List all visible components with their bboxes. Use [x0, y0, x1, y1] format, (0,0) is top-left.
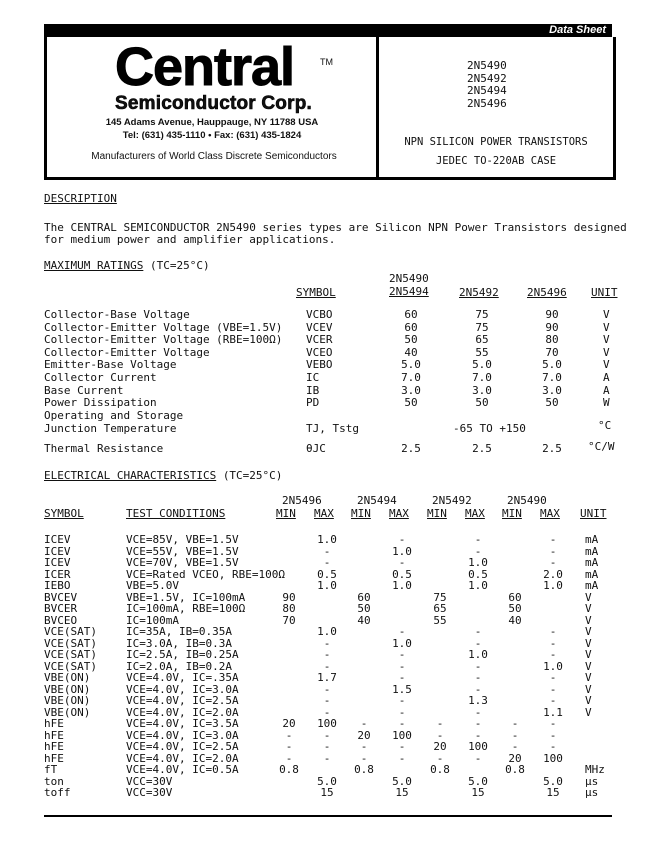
elec-min-header: MIN — [427, 507, 447, 520]
elec-value: - — [285, 740, 293, 753]
elec-condition: VCE=4.0V, IC=2.5A — [126, 694, 239, 707]
elec-unit: V — [585, 636, 592, 650]
elec-value: - — [360, 740, 368, 753]
rating-symbol: PD — [306, 396, 320, 410]
company-phone-fax: Tel: (631) 435-1110 • Fax: (631) 435-1824 — [122, 130, 302, 141]
elec-unit: mA — [585, 579, 599, 592]
elec-value: 0.8 — [279, 763, 299, 776]
elec-condition: IC=100mA — [126, 613, 179, 627]
elec-value: - — [285, 751, 293, 765]
rating-symbol: VEBO — [306, 358, 333, 372]
elec-unit: μs — [585, 774, 599, 788]
rating-value: 75 — [475, 308, 489, 321]
data-sheet-tag-bar — [44, 24, 612, 37]
elec-value: 5.0 — [392, 774, 412, 788]
manufacturer-tagline: Manufacturers of World Class Discrete Semiconductors — [91, 151, 337, 162]
elec-value: 60 — [508, 590, 522, 604]
col-a-top: 2N5490 — [389, 272, 429, 285]
elec-value: 1.0 — [543, 579, 563, 592]
rating-value: 50 — [475, 396, 489, 410]
elec-value: - — [323, 728, 331, 742]
data-sheet-tag: Data Sheet — [549, 24, 606, 36]
elec-symbol: ICER — [44, 567, 71, 581]
rating-unit: V — [603, 308, 610, 321]
elec-value: - — [549, 636, 557, 650]
elec-value: - — [549, 533, 557, 546]
elec-part-header: 2N5492 — [432, 494, 472, 507]
rating-unit: V — [603, 320, 610, 334]
elec-value: 5.0 — [468, 774, 488, 788]
elec-symbol: VBE(ON) — [44, 682, 91, 696]
elec-unit: mA — [585, 556, 599, 569]
temp-unit: °C — [598, 418, 612, 432]
elec-condition: VCC=30V — [126, 774, 173, 788]
rating-value: 7.0 — [542, 371, 562, 384]
elec-value: - — [474, 705, 482, 719]
rating-value: 65 — [475, 333, 489, 347]
rating-value: 5.0 — [472, 358, 492, 372]
rating-value: 70 — [545, 345, 559, 359]
elec-value: 1.0 — [392, 579, 412, 592]
elec-max-header: MAX — [540, 507, 560, 520]
elec-condition: IC=2.0A, IB=0.2A — [126, 659, 232, 673]
elec-symbol: ICEV — [44, 544, 71, 558]
elec-value: - — [398, 533, 406, 546]
elec-symbol: ton — [44, 774, 64, 788]
elec-value: - — [323, 740, 331, 753]
rating-param: Collector-Emitter Voltage — [44, 345, 210, 359]
elec-unit: V — [585, 705, 592, 719]
elec-value: 1.0 — [392, 636, 412, 650]
elec-part-header: 2N5490 — [507, 494, 547, 507]
elec-value: 65 — [433, 602, 447, 615]
elec-value: 50 — [357, 602, 371, 615]
elec-value: - — [549, 694, 557, 707]
elec-symbol: toff — [44, 786, 71, 799]
elec-value: 1.7 — [317, 671, 337, 684]
thermal-value: 2.5 — [542, 441, 562, 455]
elec-symbol: BVCEO — [44, 613, 78, 627]
part-number: 2N5494 — [467, 84, 507, 97]
description-text-1: The CENTRAL SEMICONDUCTOR 2N5490 series types are Silicon NPN Power Transistors designed — [44, 221, 627, 234]
elec-condition: VCE=55V, VBE=1.5V — [126, 544, 239, 558]
rating-unit: W — [603, 396, 610, 410]
elec-value: - — [474, 544, 482, 558]
elec-col-symbol: SYMBOL — [44, 507, 84, 520]
rating-value: 50 — [404, 396, 418, 410]
temp-symbol: TJ, Tstg — [306, 421, 359, 435]
elec-symbol: VCE(SAT) — [44, 625, 97, 638]
max-ratings-heading: MAXIMUM RATINGS — [44, 259, 144, 272]
elec-value: - — [474, 751, 482, 765]
elec-value: 1.0 — [392, 544, 412, 558]
rating-unit: A — [603, 383, 610, 397]
elec-value: - — [398, 694, 406, 707]
elec-value: - — [323, 682, 331, 696]
elec-unit: mA — [585, 567, 599, 581]
rating-value: 5.0 — [401, 358, 421, 372]
elec-value: 50 — [508, 602, 522, 615]
device-type: NPN SILICON POWER TRANSISTORS — [404, 136, 588, 148]
trademark-mark: TM — [320, 57, 333, 67]
rating-param: Collector Current — [44, 371, 157, 384]
rating-param: Collector-Base Voltage — [44, 308, 190, 321]
elec-value: - — [398, 740, 406, 753]
part-number-list — [467, 60, 507, 110]
elec-value: - — [285, 728, 293, 742]
elec-max-header: MAX — [389, 507, 409, 520]
thermal-value: 2.5 — [472, 441, 492, 455]
rating-value: 3.0 — [542, 383, 562, 397]
elec-condition: IC=35A, IB=0.35A — [126, 625, 232, 638]
elec-value: - — [474, 728, 482, 742]
rating-value: 40 — [404, 345, 418, 359]
elec-value: 1.0 — [468, 556, 488, 569]
max-ratings-title — [44, 259, 210, 272]
elec-unit: V — [585, 625, 592, 638]
rating-param: Collector-Emitter Voltage (VBE=1.5V) — [44, 320, 283, 334]
elec-condition: VCE=Rated VCEO, RBE=100Ω — [126, 567, 285, 581]
rating-symbol: VCEO — [306, 345, 333, 359]
elec-condition: VCE=4.0V, IC=.35A — [126, 671, 239, 684]
elec-value: - — [323, 705, 331, 719]
elec-value: 1.0 — [317, 533, 337, 546]
elec-value: - — [360, 717, 368, 730]
elec-value: - — [436, 717, 444, 730]
elec-symbol: VBE(ON) — [44, 705, 91, 719]
thermal-unit: °C/W — [588, 439, 615, 453]
elec-value: 100 — [468, 740, 488, 753]
elec-value: - — [398, 751, 406, 765]
elec-condition: VBE=1.5V, IC=100mA — [126, 590, 246, 604]
elec-value: - — [474, 659, 482, 673]
elec-value: 0.5 — [317, 567, 337, 581]
elec-value: 0.5 — [392, 567, 412, 581]
rating-value: 90 — [545, 308, 559, 321]
elec-value: 0.8 — [505, 763, 525, 776]
col-unit-header: UNIT — [591, 286, 618, 299]
part-number: 2N5496 — [467, 96, 507, 110]
elec-value: 20 — [433, 740, 447, 753]
elec-part-header: 2N5494 — [357, 494, 397, 507]
elec-value: 55 — [433, 613, 447, 627]
part-number: 2N5490 — [467, 59, 507, 72]
rating-symbol: VCEV — [306, 320, 333, 334]
elec-value: - — [474, 533, 482, 546]
elec-symbol: ICEV — [44, 533, 71, 546]
elec-value: - — [474, 671, 482, 684]
elec-value: 20 — [508, 751, 522, 765]
elec-condition: VCE=70V, VBE=1.5V — [126, 556, 239, 569]
rating-unit: V — [603, 345, 610, 359]
package-type: JEDEC TO-220AB CASE — [435, 155, 557, 167]
elec-value: 20 — [282, 717, 296, 730]
description-text-2: for medium power and amplifier applications. — [44, 233, 336, 246]
rating-unit: A — [603, 371, 610, 384]
elec-symbol: VCE(SAT) — [44, 648, 97, 661]
elec-col-unit: UNIT — [580, 507, 607, 520]
elec-value: 1.0 — [543, 659, 563, 673]
elec-value: - — [323, 556, 331, 569]
elec-min-header: MIN — [276, 507, 296, 520]
company-sub-logo: Semiconductor Corp. — [115, 93, 312, 114]
elec-value: 0.8 — [354, 763, 374, 776]
elec-value: - — [511, 740, 519, 753]
elec-unit: μs — [585, 786, 599, 799]
elec-value: - — [323, 544, 331, 558]
elec-symbol: fT — [44, 763, 58, 776]
rating-value: 7.0 — [472, 371, 492, 384]
elec-value: 90 — [282, 590, 296, 604]
elec-value: - — [549, 740, 557, 753]
elec-unit: V — [585, 682, 592, 696]
temp-value: -65 TO +150 — [453, 421, 526, 435]
rating-param: Power Dissipation — [44, 396, 157, 410]
elec-value: 1.0 — [468, 648, 488, 661]
elec-value: - — [398, 556, 406, 569]
thermal-param: Thermal Resistance — [44, 441, 164, 455]
rating-symbol: VCER — [306, 333, 333, 347]
elec-value: 15 — [546, 786, 560, 799]
elec-value: - — [323, 694, 331, 707]
elec-unit: V — [585, 602, 592, 615]
elec-symbol: hFE — [44, 728, 64, 742]
rating-value: 55 — [475, 345, 489, 359]
elec-unit: mA — [585, 533, 599, 546]
elec-value: - — [398, 717, 406, 730]
elec-value: 15 — [471, 786, 485, 799]
rating-value: 7.0 — [401, 371, 421, 384]
elec-condition: IC=3.0A, IB=0.3A — [126, 636, 232, 650]
elec-value: - — [549, 544, 557, 558]
rating-value: 50 — [404, 333, 418, 347]
elec-value: - — [549, 625, 557, 638]
elec-unit: V — [585, 613, 592, 627]
rating-symbol: IC — [306, 371, 320, 384]
elec-symbol: VBE(ON) — [44, 694, 91, 707]
col-c-header: 2N5496 — [527, 286, 567, 299]
elec-value: 1.0 — [317, 579, 337, 592]
temp-param-2: Junction Temperature — [44, 421, 177, 435]
rating-value: 5.0 — [542, 358, 562, 372]
elec-title — [44, 469, 282, 482]
company-logo: Central — [115, 37, 295, 97]
elec-min-header: MIN — [502, 507, 522, 520]
elec-value: 1.1 — [543, 705, 563, 719]
rating-value: 3.0 — [472, 383, 492, 397]
elec-condition: VCE=4.0V, IC=2.5A — [126, 740, 239, 753]
elec-value: - — [398, 648, 406, 661]
rating-value: 90 — [545, 320, 559, 334]
elec-value: 60 — [357, 590, 371, 604]
elec-condition: VCE=4.0V, IC=0.5A — [126, 763, 239, 776]
elec-value: - — [398, 705, 406, 719]
elec-symbol: ICEV — [44, 556, 71, 569]
col-a-header: 2N5494 — [389, 285, 429, 298]
elec-value: 5.0 — [543, 774, 563, 788]
elec-value: - — [549, 717, 557, 730]
elec-value: - — [323, 636, 331, 650]
elec-unit: V — [585, 671, 592, 684]
elec-value: - — [511, 728, 519, 742]
elec-value: 1.0 — [468, 579, 488, 592]
elec-max-header: MAX — [465, 507, 485, 520]
elec-min-header: MIN — [351, 507, 371, 520]
elec-heading: ELECTRICAL CHARACTERISTICS — [44, 469, 217, 482]
elec-value: - — [323, 751, 331, 765]
elec-value: 0.5 — [468, 567, 488, 581]
elec-condition: VCE=4.0V, IC=2.0A — [126, 751, 239, 765]
elec-condition: VCC=30V — [126, 786, 173, 799]
elec-unit: mA — [585, 544, 599, 558]
rating-param: Emitter-Base Voltage — [44, 358, 177, 372]
max-ratings-condition: (TC=25°C) — [149, 259, 210, 272]
elec-condition: IC=2.5A, IB=0.25A — [126, 648, 239, 661]
rating-value: 3.0 — [401, 383, 421, 397]
rating-value: 60 — [404, 320, 418, 334]
elec-value: - — [474, 625, 482, 638]
elec-value: 80 — [282, 602, 296, 615]
elec-symbol: VCE(SAT) — [44, 659, 97, 673]
header-box — [44, 37, 616, 180]
elec-condition: VCE=4.0V, IC=3.0A — [126, 728, 239, 742]
rating-value: 80 — [545, 333, 559, 347]
elec-value: - — [549, 556, 557, 569]
part-number: 2N5492 — [467, 71, 507, 85]
elec-value: 2.0 — [543, 567, 563, 581]
elec-value: 20 — [357, 728, 371, 742]
elec-value: 75 — [433, 590, 447, 604]
elec-value: 40 — [508, 613, 522, 627]
elec-symbol: VBE(ON) — [44, 671, 91, 684]
elec-unit: V — [585, 648, 592, 661]
rating-symbol: VCBO — [306, 308, 333, 321]
elec-value: 1.5 — [392, 682, 412, 696]
elec-value: - — [436, 728, 444, 742]
elec-value: 0.8 — [430, 763, 450, 776]
rating-param: Base Current — [44, 383, 124, 397]
elec-value: - — [323, 648, 331, 661]
elec-value: - — [398, 625, 406, 638]
elec-value: - — [398, 659, 406, 673]
elec-value: 70 — [282, 613, 296, 627]
elec-condition: (TC=25°C) — [222, 469, 283, 482]
elec-symbol: hFE — [44, 717, 64, 730]
elec-unit: MHz — [585, 763, 605, 776]
rating-symbol: IB — [306, 383, 320, 397]
elec-value: - — [511, 717, 519, 730]
elec-value: 100 — [317, 717, 337, 730]
thermal-symbol: θJC — [306, 441, 326, 455]
elec-value: - — [549, 648, 557, 661]
elec-value: - — [549, 728, 557, 742]
elec-col-conditions: TEST CONDITIONS — [126, 507, 226, 520]
elec-value: 15 — [395, 786, 409, 799]
elec-value: - — [549, 671, 557, 684]
elec-unit: V — [585, 694, 592, 707]
description-heading: DESCRIPTION — [44, 192, 117, 205]
rating-unit: V — [603, 358, 610, 372]
elec-condition: VCE=4.0V, IC=3.0A — [126, 682, 239, 696]
elec-value: - — [323, 659, 331, 673]
elec-value: 1.0 — [317, 625, 337, 638]
elec-unit: V — [585, 590, 592, 604]
elec-value: 100 — [392, 728, 412, 742]
elec-max-header: MAX — [314, 507, 334, 520]
elec-condition: VCE=4.0V, IC=3.5A — [126, 717, 239, 730]
rating-value: 60 — [404, 308, 418, 321]
elec-symbol: BVCEV — [44, 590, 78, 604]
rating-value: 75 — [475, 320, 489, 334]
company-address: 145 Adams Avenue, Hauppauge, NY 11788 USA — [105, 117, 319, 128]
elec-value: 1.3 — [468, 694, 488, 707]
col-b-header: 2N5492 — [459, 286, 499, 299]
elec-value: - — [436, 751, 444, 765]
thermal-value: 2.5 — [401, 441, 421, 455]
elec-unit: V — [585, 659, 592, 673]
elec-value: - — [398, 671, 406, 684]
elec-value: 100 — [543, 751, 563, 765]
elec-condition: IC=100mA, RBE=100Ω — [126, 602, 246, 615]
elec-value: 5.0 — [317, 774, 337, 788]
col-symbol-header: SYMBOL — [296, 286, 336, 299]
elec-value: - — [549, 682, 557, 696]
temp-param-1: Operating and Storage — [44, 408, 184, 422]
elec-value: - — [474, 636, 482, 650]
elec-symbol: hFE — [44, 740, 64, 753]
elec-value: - — [474, 682, 482, 696]
elec-value: 40 — [357, 613, 371, 627]
elec-value: - — [474, 717, 482, 730]
rating-value: 50 — [545, 396, 559, 410]
elec-symbol: VCE(SAT) — [44, 636, 97, 650]
elec-value: 15 — [320, 786, 334, 799]
elec-value: - — [360, 751, 368, 765]
elec-condition: VCE=85V, VBE=1.5V — [126, 533, 239, 546]
elec-symbol: hFE — [44, 751, 64, 765]
rating-param: Collector-Emitter Voltage (RBE=100Ω) — [44, 333, 283, 347]
bottom-rule — [44, 815, 612, 817]
elec-symbol: BVCER — [44, 602, 78, 615]
elec-condition: VCE=4.0V, IC=2.0A — [126, 705, 239, 719]
elec-condition: VBE=5.0V — [126, 579, 179, 592]
elec-part-header: 2N5496 — [282, 494, 322, 507]
elec-symbol: IEBO — [44, 579, 71, 592]
rating-unit: V — [603, 333, 610, 347]
